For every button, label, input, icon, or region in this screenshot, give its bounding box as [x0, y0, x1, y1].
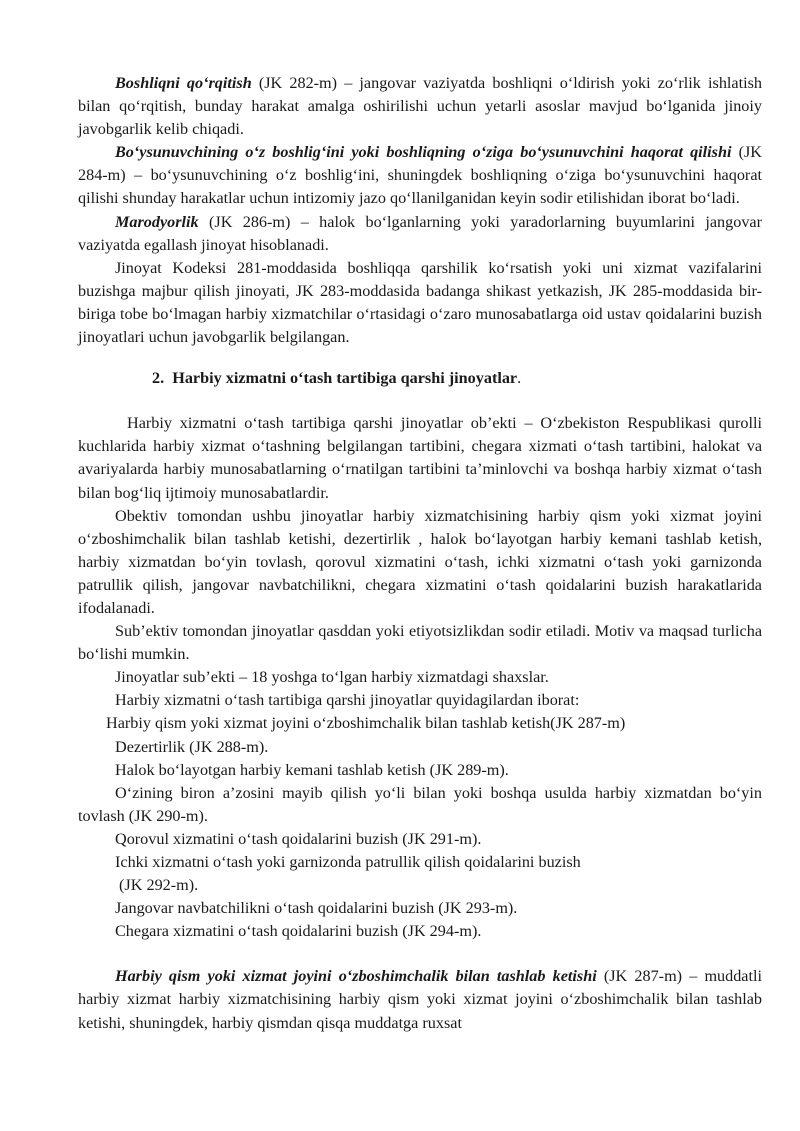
heading-title: Harbiy xizmatni o‘tash tartibiga qarshi jinoyatlar — [172, 369, 518, 388]
paragraph-text: (JK 286-m) – halok bo‘lganlarning yoki yaradorlarning buyumlarini jangovar vaziyatda egallash jinoyat hisoblanadi. — [78, 212, 762, 254]
list-item: Dezertirlik (JK 288-m). — [115, 737, 269, 756]
spacer — [78, 943, 762, 965]
paragraph-text: (JK 287-m) – muddatli harbiy xizmat harbiy xizmatchisining harbiy qism yoki xizmat joyini o‘zboshimchalik bilan tashlab ketishi, shuningdek, harbiy qismdan qisqa muddatga ruxsat — [78, 967, 762, 1032]
heading-number: 2. — [152, 369, 165, 388]
paragraph-subject: Jinoyatlar sub’ekti – 18 yoshga to‘lgan harbiy xizmatdagi shaxslar. — [115, 668, 549, 687]
paragraph-subjective-side: Sub’ektiv tomondan jinoyatlar qasddan yoki etiyotsizlikdan sodir etiladi. Motiv va maqsad turlicha bo‘lishi mumkin. — [78, 622, 762, 664]
paragraph-criminal-code-articles: Jinoyat Kodeksi 281-moddasida boshliqqa qarshilik ko‘rsatish yoki uni xizmat vazifalarini buzishga majbur qilish jinoyati, JK 283-moddasida badanga shikast yetkazish, JK 285-moddasida bir-biriga tobe bo‘lmagan harbiy xizmatchilar o‘rtasidagi o‘zaro munosabatlarga oid ustav qoidalarini buzish jinoyatlari uchun javobgarlik belgilangan. — [78, 258, 762, 347]
paragraph-object: Harbiy xizmatni o‘tash tartibiga qarshi jinoyatlar ob’ekti – O‘zbekiston Respublikasi qurolli kuchlarida harbiy xizmat o‘tashning belgilangan tartibini, chegara xizmati o‘tash tartibini, halokat va avariyalarda harbiy munosabatlarning o‘rnatilgan tartibini ta’minlovchi va boshqa harbiy xizmat o‘tash bilan bog‘liq ijtimoiy munosabatlardir. — [78, 414, 762, 502]
paragraph-marauding — [78, 211, 762, 257]
list-item: Qorovul xizmatini o‘tash qoidalarini buzish (JK 291-m). — [115, 829, 482, 848]
document-page — [78, 72, 762, 1035]
list-item: Harbiy qism yoki xizmat joyini o‘zboshimchalik bilan tashlab ketish(JK 287-m) — [106, 714, 626, 733]
paragraph-objective-side: Obektiv tomondan ushbu jinoyatlar harbiy xizmatchisining harbiy qism yoki xizmat joyini o‘zboshimchalik bilan tashlab ketishi, dezertirlik , halok bo‘layotgan harbiy kemani tashlab ketish, harbiy xizmatdan bo‘yin tovlash, qorovul xizmatini o‘tash, ichki xizmatni o‘tash yoki garnizonda patrullik qilish, jangovar navbatchilikni, chegara xizmatini o‘tash qoidalarini buzish harakatlarida ifodalanadi. — [78, 506, 762, 617]
section-heading — [78, 367, 762, 390]
list-item: O‘zining biron a’zosini mayib qilish yo‘li bilan yoki boshqa usulda harbiy xizmatdan bo‘yin tovlash (JK 290-m). — [78, 783, 762, 825]
list-item: Ichki xizmatni o‘tash yoki garnizonda patrullik qilish qoidalarini buzish — [115, 853, 581, 871]
paragraph-insult — [78, 141, 762, 210]
paragraph-list-intro: Harbiy xizmatni o‘tash tartibiga qarshi jinoyatlar quyidagilardan iborat: — [115, 691, 580, 710]
list-item: (JK 292-m). — [115, 876, 199, 895]
paragraph-unauthorized-leave — [78, 965, 762, 1034]
heading-suffix: . — [517, 369, 522, 388]
paragraph-text: (JK 284-m) – bo‘ysunuvchining o‘z boshlig‘ini, shuningdek boshliqning o‘ziga bo‘ysunuvchini haqorat qilishi shunday harakatlar uchun intizomiy jazo qo‘llanilganidan keyin sodir etilishidan iborat bo‘ladi. — [78, 143, 762, 208]
term-insult: Bo‘ysunuvchining o‘z boshlig‘ini yoki boshliqning o‘ziga bo‘ysunuvchini haqorat qilishi — [115, 143, 732, 162]
term-unauthorized-leave: Harbiy qism yoki xizmat joyini o‘zboshimchalik bilan tashlab ketishi — [115, 967, 597, 986]
paragraph-text: (JK 282-m) – jangovar vaziyatda boshliqni o‘ldirish yoki zo‘rlik ishlatish bilan qo‘rqitish, bunday harakat amalga oshirilishi uchun yetarli asoslar mavjud bo‘lganida jinoiy javobgarlik kelib chiqadi. — [78, 74, 762, 139]
list-item: Chegara xizmatini o‘tash qoidalarini buzish (JK 294-m). — [115, 922, 482, 941]
paragraph-threatening-commander — [78, 72, 762, 141]
list-item: Jangovar navbatchilikni o‘tash qoidalarini buzish (JK 293-m). — [115, 899, 518, 918]
list-item: Halok bo‘layotgan harbiy kemani tashlab ketish (JK 289-m). — [115, 760, 509, 779]
term-threatening-commander: Boshliqni qo‘rqitish — [115, 74, 252, 92]
term-marauding: Marodyorlik — [115, 212, 199, 231]
